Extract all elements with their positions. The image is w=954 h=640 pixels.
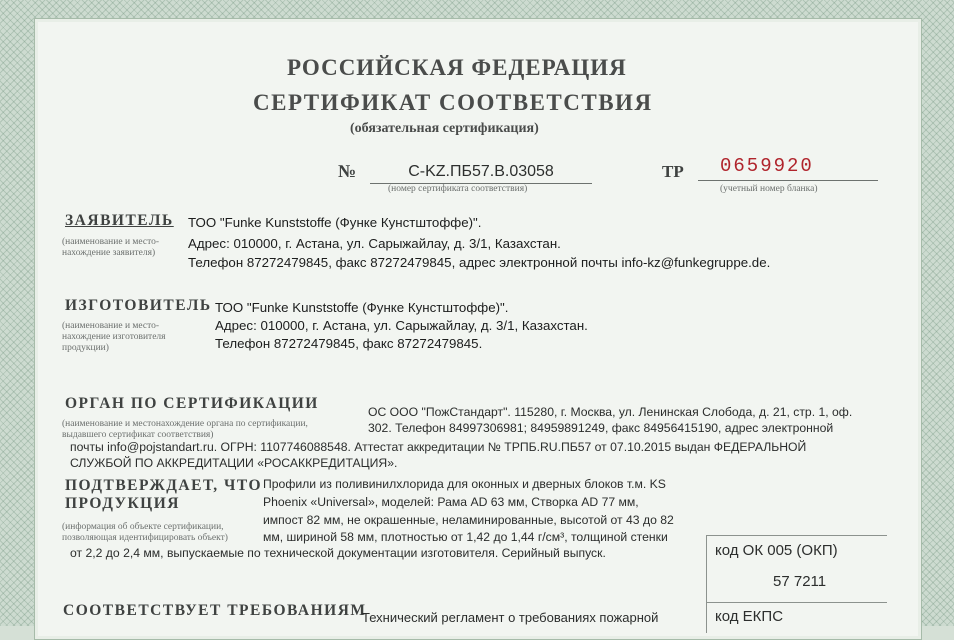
certificate-number-caption: (номер сертификата соответствия)	[388, 184, 528, 194]
blank-number-caption: (учетный номер бланка)	[720, 184, 818, 194]
applicant-caption: (наименование и место-нахождение заявителя)	[62, 237, 160, 258]
blank-number: 0659920	[698, 155, 878, 181]
cert-body-line-4: СЛУЖБОЙ ПО АККРЕДИТАЦИИ «РОСАККРЕДИТАЦИЯ».	[70, 456, 398, 470]
applicant-name: ТОО "Funke Kunststoffe (Функе Кунстштоффе)".	[188, 215, 482, 230]
product-label-2: ПРОДУКЦИЯ	[65, 495, 180, 512]
requirements-text: Технический регламент о требованиях пожарной	[362, 610, 659, 625]
manufacturer-name: ТОО "Funke Kunststoffe (Функе Кунстштоффе)".	[215, 300, 509, 315]
product-line-1: Профили из поливинилхлорида для оконных и дверных блоков т.м. KS	[263, 477, 666, 491]
cert-body-label: ОРГАН ПО СЕРТИФИКАЦИИ	[65, 395, 319, 412]
certification-type: (обязательная сертификация)	[350, 121, 539, 136]
okp-code-value: 57 7211	[773, 573, 827, 590]
cert-body-line-2: 302. Телефон 84997306981; 84959891249, факс 84956415190, адрес электронной	[368, 421, 834, 435]
number-sign: №	[338, 161, 357, 181]
product-line-2: Phoenix «Universal», моделей: Рама AD 63 мм, Створка AD 77 мм,	[263, 495, 639, 509]
requirements-label: СООТВЕТСТВУЕТ ТРЕБОВАНИЯМ	[63, 602, 367, 619]
product-line-5: от 2,2 до 2,4 мм, выпускаемые по технической документации изготовителя. Серийный выпуск.	[70, 546, 606, 560]
applicant-label: ЗАЯВИТЕЛЬ	[65, 212, 174, 229]
applicant-address: Адрес: 010000, г. Астана, ул. Сарыжайлау, д. 3/1, Казахстан.	[188, 236, 561, 251]
product-line-4: мм, шириной 58 мм, плотностью от 1,42 до 1,44 г/см³, толщиной стенки	[263, 530, 668, 544]
manufacturer-label: ИЗГОТОВИТЕЛЬ	[65, 297, 212, 314]
tr-label: ТР	[662, 162, 684, 181]
document-title: СЕРТИФИКАТ СООТВЕТСТВИЯ	[253, 90, 653, 115]
applicant-contacts: Телефон 87272479845, факс 87272479845, адрес электронной почты info-kz@funkegruppe.de.	[188, 255, 771, 270]
country-title: РОССИЙСКАЯ ФЕДЕРАЦИЯ	[287, 55, 627, 80]
cert-body-line-1: ОС ООО "ПожСтандарт". 115280, г. Москва, ул. Ленинская Слобода, д. 21, стр. 1, оф.	[368, 405, 853, 419]
okp-code-label: код ОК 005 (ОКП)	[715, 542, 838, 559]
ekps-code-label: код ЕКПС	[715, 608, 784, 625]
certificate-number: C-KZ.ПБ57.В.03058	[370, 163, 592, 184]
manufacturer-contacts: Телефон 87272479845, факс 87272479845.	[215, 336, 483, 351]
manufacturer-caption: (наименование и место-нахождение изготовителя продукции)	[62, 321, 166, 353]
cert-body-line-3: почты info@pojstandart.ru. ОГРН: 1107746088548. Аттестат аккредитации № ТРПБ.RU.ПБ57 от 07.10.2015 выдан ФЕДЕРАЛЬНОЙ	[70, 440, 807, 454]
product-label-1: ПОДТВЕРЖДАЕТ, ЧТО	[65, 477, 263, 494]
manufacturer-address: Адрес: 010000, г. Астана, ул. Сарыжайлау, д. 3/1, Казахстан.	[215, 318, 588, 333]
product-caption: (информация об объекте сертификации, позволяющая идентифицировать объект)	[62, 522, 228, 543]
okp-code-box	[706, 535, 887, 606]
ekps-code-box	[706, 602, 887, 633]
product-line-3: импост 82 мм, не окрашенные, неламинированные, высотой от 43 до 82	[263, 513, 674, 527]
cert-body-caption: (наименование и местонахождение органа по сертификации, выдавшего сертификат соответствия)	[62, 419, 308, 440]
